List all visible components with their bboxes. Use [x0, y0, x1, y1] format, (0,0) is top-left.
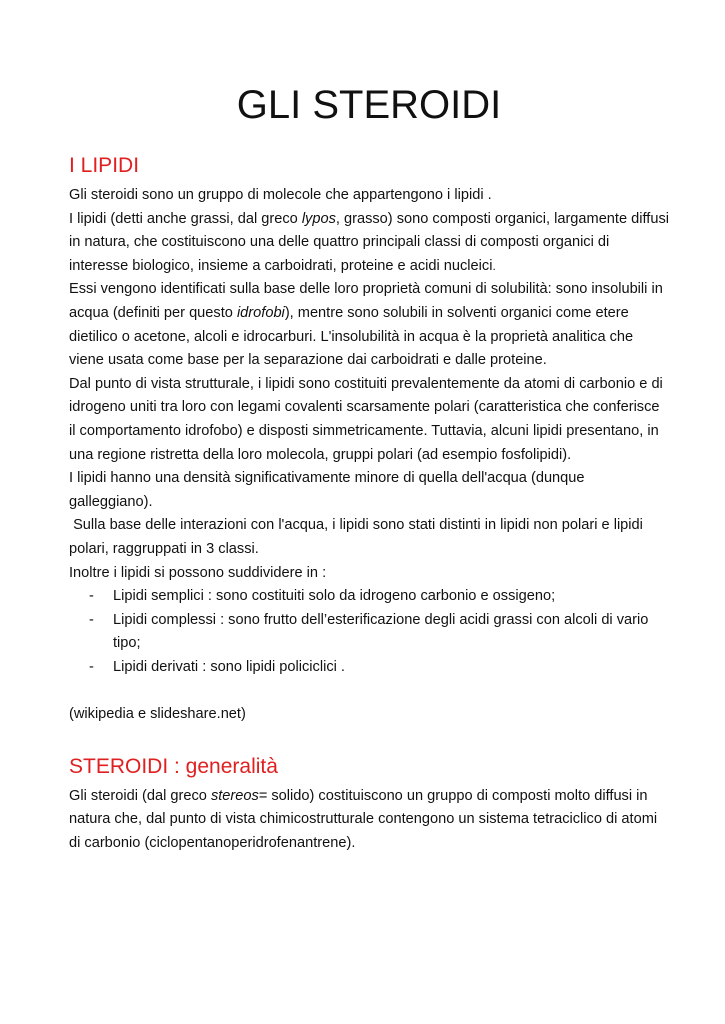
paragraph-interactions: Sulla base delle interazioni con l'acqua, i lipidi sono stati distinti in lipidi non polari e lipidi polari, raggruppati in 3 classi.: [69, 517, 647, 557]
intro-paragraph: Gli steroidi sono un gruppo di molecole che appartengono i lipidi .: [69, 187, 492, 203]
list-marker: -: [89, 588, 94, 605]
source-citation: (wikipedia e slideshare.net): [69, 706, 246, 723]
list-item: - Lipidi complessi : sono frutto dell’esterificazione degli acidi grassi con alcoli di vario tipo;: [69, 609, 669, 656]
section-steroidi: [69, 753, 669, 856]
document-page: [69, 80, 669, 855]
section-heading-lipidi: I LIPIDI: [69, 154, 140, 177]
paragraph-structure: Dal punto di vista strutturale, i lipidi sono costituiti prevalentemente da atomi di carbonio e di idrogeno uniti tra loro con legami covalenti scarsamente polari (caratteristica che conferisce il comportamento idrofobo) e disposti simmetricamente. Tuttavia, alcuni lipidi presentano, in una regione ristretta della loro molecola, gruppi polari (ad esempio fosfolipidi).: [69, 375, 663, 463]
section-heading-steroidi: STEROIDI : generalità: [69, 754, 278, 778]
page-title: GLI STEROIDI: [236, 83, 502, 127]
section-lipidi: [69, 152, 669, 727]
paragraph-solubility: Essi vengono identificati sulla base delle loro proprietà comuni di solubilità: sono insolubili in acqua (definiti per questo idrofobi), mentre sono solubili in solventi organici come etere dietilico o acetone, alcoli e idrocarburi. L'insolubilità in acqua è la proprietà analitica che viene usata come base per la separazione dai carboidrati e dalle proteine.: [69, 281, 663, 369]
lipid-classes-list: [69, 585, 669, 679]
paragraph-classification: Inoltre i lipidi si possono suddividere in :: [69, 564, 327, 581]
list-marker: -: [89, 658, 94, 675]
term-stereos: stereos: [210, 787, 259, 804]
paragraph-steroidi: Gli steroidi (dal greco stereos= solido) costituiscono un gruppo di composti molto diffusi in natura che, dal punto di vista chimicostrutturale contengono un sistema tetraciclico di atomi di carbonio (ciclopentanoperidrofenantrene).: [69, 787, 658, 851]
paragraph-definition: I lipidi (detti anche grassi, dal greco lypos, grasso) sono composti organici, largamente diffusi in natura, che costituiscono una delle quattro principali classi di composti organici di interesse biologico, insieme a carboidrati, proteine e acidi nucleici.: [69, 210, 670, 274]
list-marker: -: [89, 611, 94, 628]
paragraph-density: I lipidi hanno una densità significativamente minore di quella dell'acqua (dunque galleggiano).: [69, 470, 585, 510]
list-item: - Lipidi semplici : sono costituiti solo da idrogeno carbonio e ossigeno;: [69, 585, 669, 609]
list-item: - Lipidi derivati : sono lipidi policiclici .: [69, 656, 669, 680]
term-lypos: lypos: [301, 210, 336, 227]
term-idrofobi: idrofobi: [236, 304, 285, 321]
